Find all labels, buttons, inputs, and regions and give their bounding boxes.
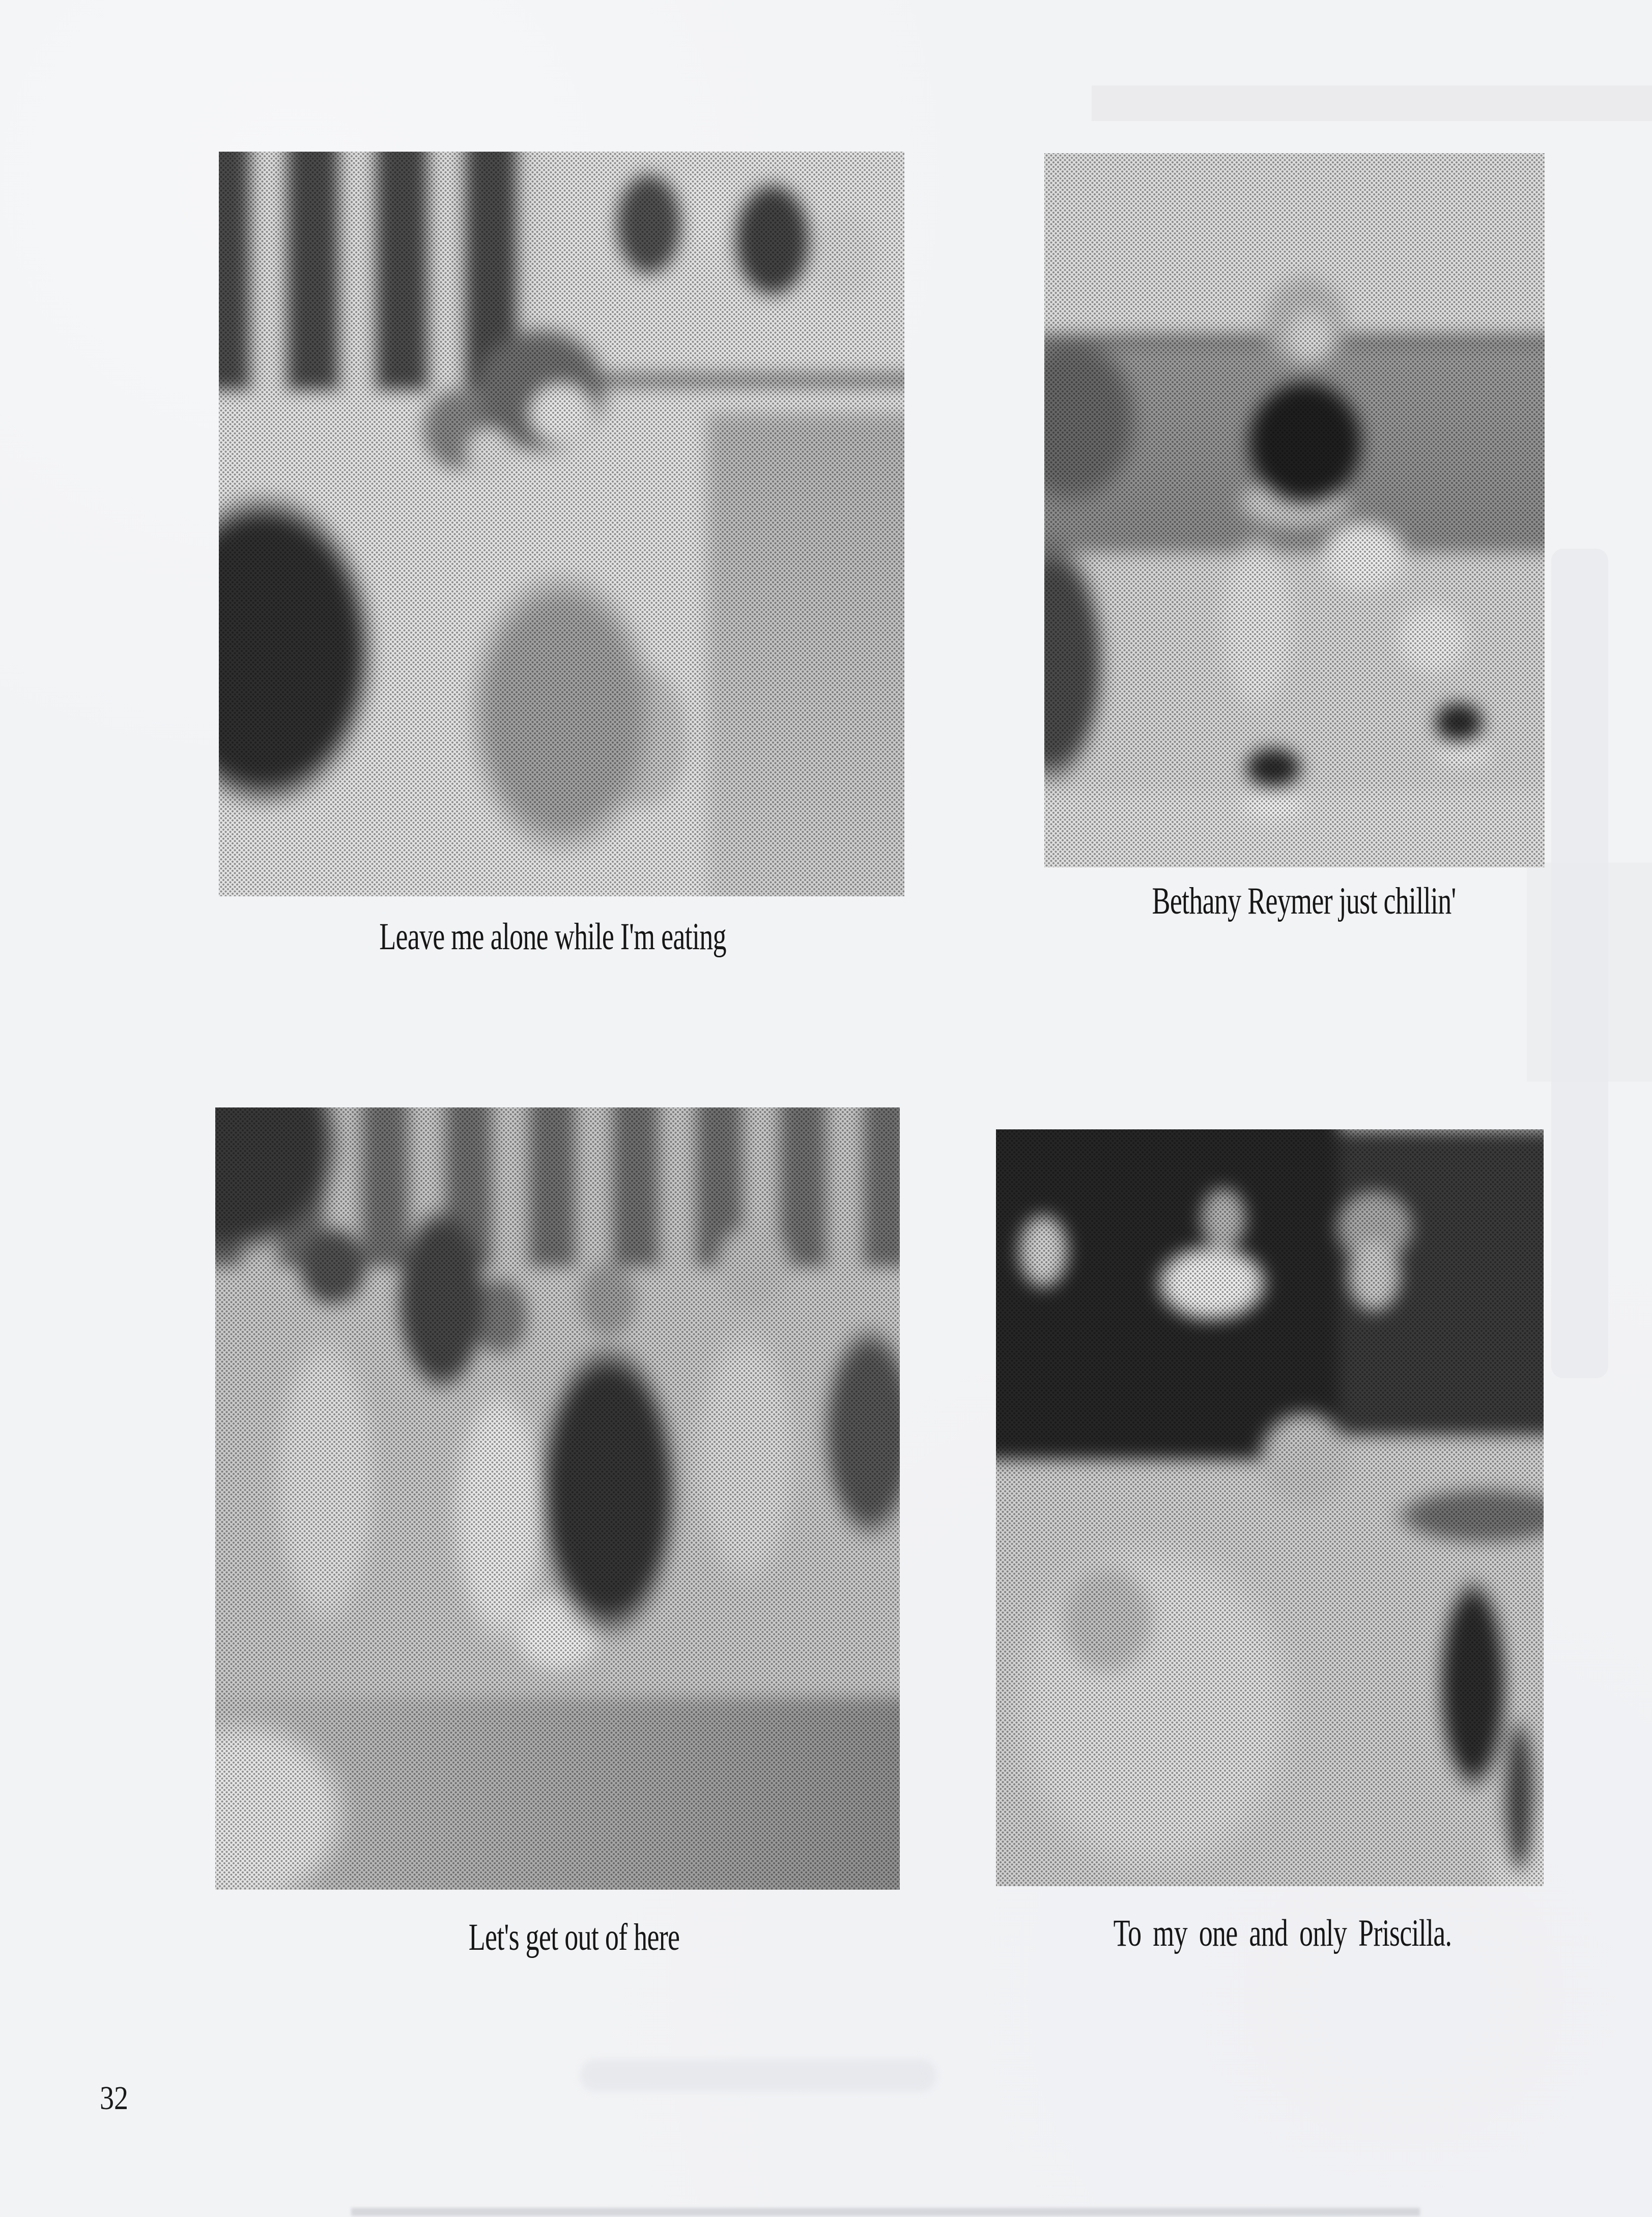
halftone-overlay (215, 1107, 900, 1890)
caption-leave-me-alone: Leave me alone while I'm eating (379, 916, 726, 958)
photo-priscilla (996, 1129, 1544, 1886)
caption-priscilla: To my one and only Priscilla. (1113, 1912, 1452, 1954)
halftone-overlay (1044, 153, 1545, 867)
caption-lets-get-out: Let's get out of here (468, 1916, 680, 1958)
page-number: 32 (100, 2080, 129, 2117)
photo-leave-me-alone (219, 152, 904, 896)
halftone-overlay (219, 152, 904, 896)
photo-lets-get-out (215, 1107, 900, 1890)
halftone-overlay (996, 1129, 1544, 1886)
photo-bethany-reymer (1044, 153, 1545, 867)
caption-bethany-reymer: Bethany Reymer just chillin' (1152, 880, 1456, 922)
